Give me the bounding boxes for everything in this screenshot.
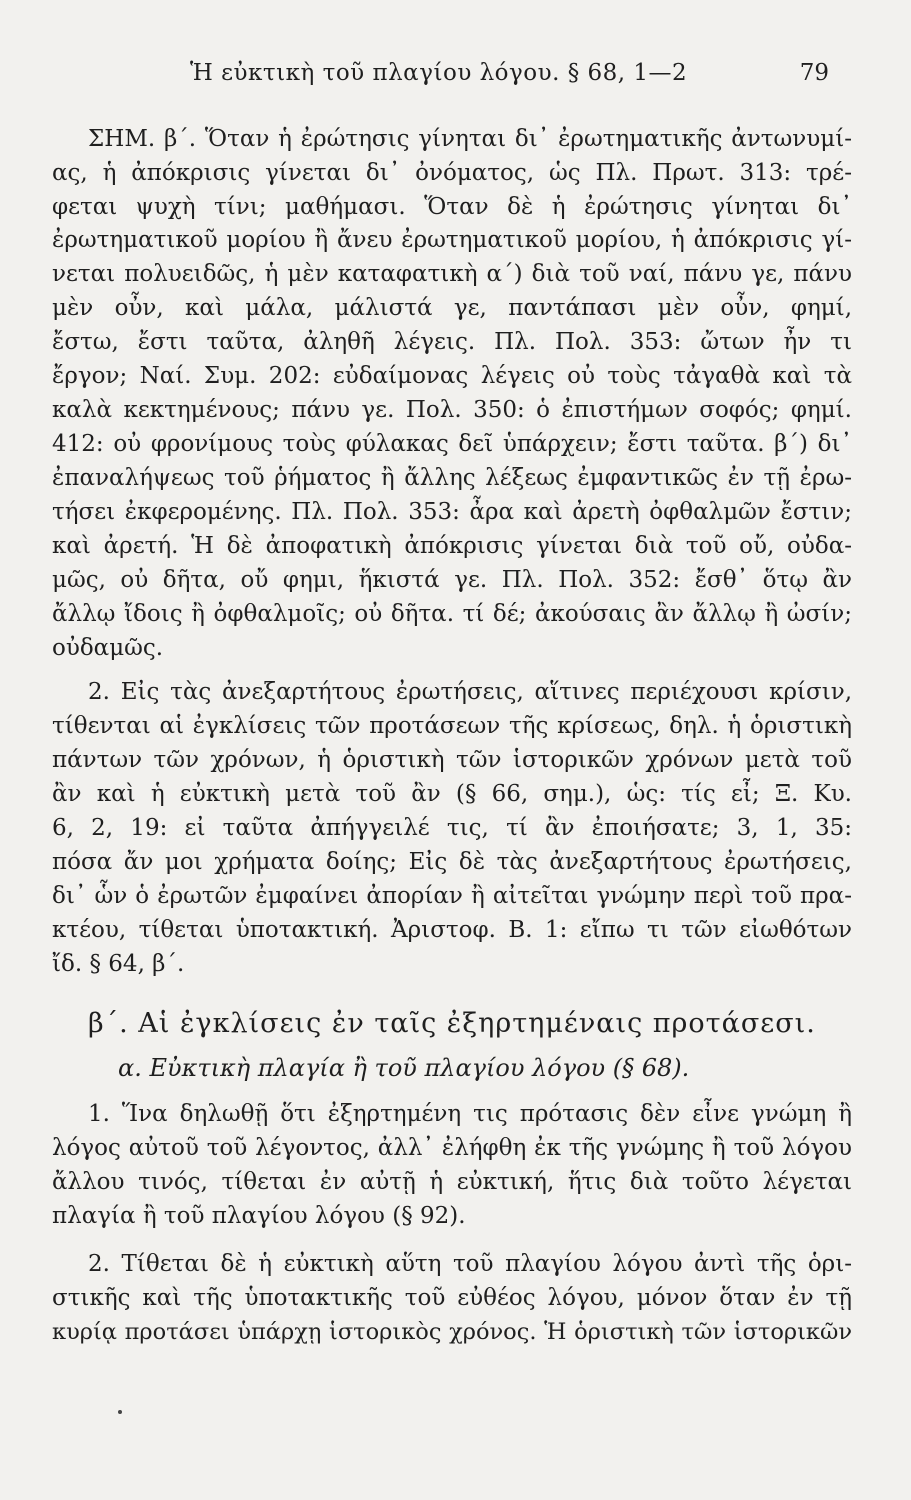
text-line: ας, ἡ ἀπόκρισις γίνεται δι᾽ ὀνόματος, ὡς Πλ. Πρωτ. 313: τρέ- bbox=[52, 160, 852, 186]
text-line: κυρίᾳ προτάσει ὑπάρχῃ ἱστορικὸς χρόνος. Ἡ ὁριστικὴ τῶν ἱστορικῶν bbox=[52, 1319, 852, 1345]
text-line: τήσει ἐκφερομένης. Πλ. Πολ. 353: ἆρα καὶ ἀρετὴ ὀφθαλμῶν ἔστιν; bbox=[52, 499, 852, 525]
text-line: ἄλλῳ ἴδοις ἢ ὀφθαλμοῖς; οὐ δῆτα. τί δέ; ἀκούσαις ἂν ἄλλῳ ἢ ὠσίν; bbox=[52, 601, 852, 627]
running-header bbox=[0, 60, 911, 100]
text-line: οὐδαμῶς. bbox=[52, 635, 164, 661]
text-line: ΣΗΜ. β΄. Ὅταν ἡ ἐρώτησις γίνηται δι᾽ ἐρωτηματικῆς ἀντωνυμί- bbox=[88, 126, 852, 152]
text-line: καὶ ἀρετή. Ἡ δὲ ἀποφατικὴ ἀπόκρισις γίνεται διὰ τοῦ οὔ, οὐδα- bbox=[52, 533, 852, 559]
text-line: μῶς, οὐ δῆτα, οὔ φημι, ἥκιστά γε. Πλ. Πολ. 352: ἔσθ᾽ ὅτῳ ἂν bbox=[52, 567, 852, 593]
text-line: ἂν καὶ ἡ εὐκτικὴ μετὰ τοῦ ἂν (§ 66, σημ.), ὡς: τίς εἶ; Ξ. Κυ. bbox=[52, 781, 852, 807]
text-line: ἄλλου τινός, τίθεται ἐν αὐτῇ ἡ εὐκτική, ἥτις διὰ τοῦτο λέγεται bbox=[52, 1169, 852, 1195]
text-line: 1. Ἵνα δηλωθῇ ὅτι ἐξηρτημένη τις πρότασις δὲν εἶνε γνώμη ἢ bbox=[88, 1101, 852, 1127]
text-line: νεται πολυειδῶς, ἡ μὲν καταφατικὴ α΄) διὰ τοῦ ναί, πάνυ γε, πάνυ bbox=[52, 261, 852, 287]
text-line: 6, 2, 19: εἰ ταῦτα ἀπήγγειλέ τις, τί ἂν ἐποιήσατε; 3, 1, 35: bbox=[52, 815, 852, 841]
text-line: ἴδ. § 64, β΄. bbox=[52, 951, 185, 977]
text-line: ἔστω, ἔστι ταῦτα, ἀληθῆ λέγεις. Πλ. Πολ. 353: ὤτων ἦν τι bbox=[52, 329, 852, 355]
text-line: μὲν οὖν, καὶ μάλα, μάλιστά γε, παντάπασι μὲν οὖν, φημί, bbox=[52, 295, 852, 321]
text-line: στικῆς καὶ τῆς ὑποτακτικῆς τοῦ εὐθέος λόγου, μόνον ὅταν ἐν τῇ bbox=[52, 1285, 852, 1311]
running-title: Ἡ εὐκτικὴ τοῦ πλαγίου λόγου. § 68, 1—2 bbox=[190, 60, 688, 86]
text-line: κτέου, τίθεται ὑποτακτική. Ἀριστοφ. Β. 1: εἴπω τι τῶν εἰωθότων bbox=[52, 917, 852, 943]
text-line: πόσα ἄν μοι χρήματα δοίης; Εἰς δὲ τὰς ἀνεξαρτήτους ἐρωτήσεις, bbox=[52, 849, 852, 875]
text-line: λόγος αὐτοῦ τοῦ λέγοντος, ἀλλ᾽ ἐλήφθη ἐκ τῆς γνώμης ἢ τοῦ λόγου bbox=[52, 1135, 852, 1161]
text-line: καλὰ κεκτημένους; πάνυ γε. Πολ. 350: ὁ ἐπιστήμων σοφός; φημί. bbox=[52, 397, 852, 423]
subsection-heading: α. Εὐκτικὴ πλαγία ἢ τοῦ πλαγίου λόγου (§ 68). bbox=[118, 1054, 690, 1082]
text-line: ἐρωτηματικοῦ μορίου ἢ ἄνευ ἐρωτηματικοῦ μορίου, ἡ ἀπόκρισις γί- bbox=[52, 227, 852, 253]
text-line: δι᾽ ὧν ὁ ἐρωτῶν ἐμφαίνει ἀπορίαν ἢ αἰτεῖται γνώμην περὶ τοῦ πρα- bbox=[52, 883, 852, 909]
text-line: πλαγία ἢ τοῦ πλαγίου λόγου (§ 92). bbox=[52, 1203, 466, 1229]
text-line: πάντων τῶν χρόνων, ἡ ὁριστικὴ τῶν ἱστορικῶν χρόνων μετὰ τοῦ bbox=[52, 747, 852, 773]
text-line: φεται ψυχὴ τίνι; μαθήμασι. Ὅταν δὲ ἡ ἐρώτησις γίνηται δι᾽ bbox=[52, 194, 852, 220]
text-line: 2. Εἰς τὰς ἀνεξαρτήτους ἐρωτήσεις, αἵτινες περιέχουσι κρίσιν, bbox=[88, 679, 852, 705]
ink-speck bbox=[118, 1410, 122, 1414]
text-line: τίθενται αἱ ἐγκλίσεις τῶν προτάσεων τῆς κρίσεως, δηλ. ἡ ὁριστικὴ bbox=[52, 713, 852, 739]
section-heading: β΄. Αἱ ἐγκλίσεις ἐν ταῖς ἐξηρτημέναις προτάσεσι. bbox=[88, 1008, 816, 1039]
text-line: ἐπαναλήψεως τοῦ ῥήματος ἢ ἄλλης λέξεως ἐμφαντικῶς ἐν τῇ ἐρω- bbox=[52, 465, 852, 491]
text-line: 2. Τίθεται δὲ ἡ εὐκτικὴ αὕτη τοῦ πλαγίου λόγου ἀντὶ τῆς ὁρι- bbox=[88, 1251, 852, 1277]
page-number: 79 bbox=[799, 60, 829, 86]
text-line: ἔργον; Ναί. Συμ. 202: εὐδαίμονας λέγεις οὐ τοὺς τἀγαθὰ καὶ τὰ bbox=[52, 363, 852, 389]
text-line: 412: οὐ φρονίμους τοὺς φύλακας δεῖ ὑπάρχειν; ἔστι ταῦτα. β΄) δι᾽ bbox=[52, 431, 852, 457]
